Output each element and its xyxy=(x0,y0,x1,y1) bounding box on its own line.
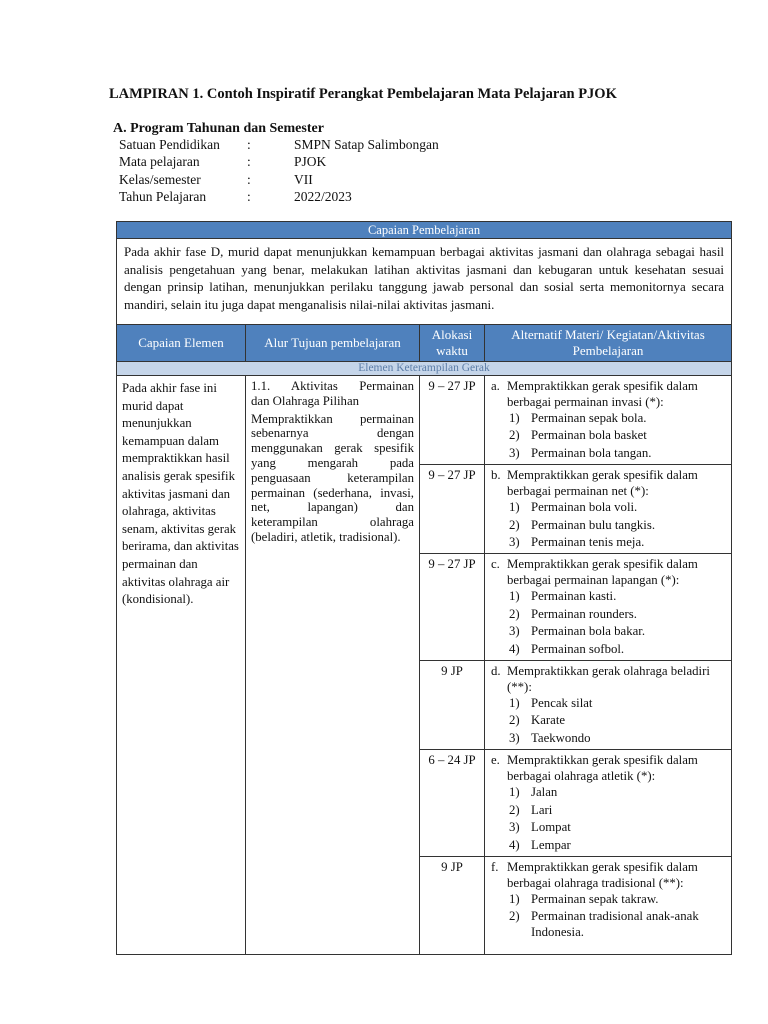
alokasi-cell: 9 – 27 JP xyxy=(420,554,485,661)
materi-heading: f. Mempraktikkan gerak spesifik dalam berbagai olahraga tradisional (**): xyxy=(491,859,698,890)
list-item: 1) Permainan sepak takraw. xyxy=(509,891,659,906)
meta-row xyxy=(119,171,439,188)
col-header-alokasi-waktu: Alokasi waktu xyxy=(420,325,485,362)
meta-key: Kelas/semester xyxy=(119,171,201,187)
meta-block xyxy=(119,136,439,206)
list-item: 3) Permainan bola bakar. xyxy=(509,624,646,639)
materi-list xyxy=(491,784,727,854)
section-heading: A. Program Tahunan dan Semester xyxy=(113,121,324,136)
list-item: 1) Jalan xyxy=(509,785,558,800)
materi-cell xyxy=(485,376,732,465)
meta-value: PJOK xyxy=(294,154,327,170)
materi-heading: b. Mempraktikkan gerak spesifik dalam berbagai permainan net (*): xyxy=(491,468,698,499)
list-item: 3) Taekwondo xyxy=(509,730,591,745)
meta-sep: : xyxy=(247,137,251,152)
meta-row xyxy=(119,136,439,153)
materi-heading: a. Mempraktikkan gerak spesifik dalam berbagai permainan invasi (*): xyxy=(491,379,698,409)
atp-title: 1.1. Aktivitas Permainan xyxy=(251,379,414,393)
element-band: Elemen Keterampilan Gerak xyxy=(117,362,732,376)
materi-list xyxy=(491,891,727,940)
list-item: 2) Permainan rounders. xyxy=(509,606,637,621)
list-item: 2) Lari xyxy=(509,802,553,817)
materi-cell xyxy=(485,465,732,554)
list-item: 2) Permainan bola basket xyxy=(509,428,647,443)
alokasi-cell: 6 – 24 JP xyxy=(420,750,485,857)
materi-list xyxy=(491,695,727,747)
materi-list xyxy=(491,410,727,462)
list-item: 2) Permainan bulu tangkis. xyxy=(509,517,656,532)
materi-cell xyxy=(485,750,732,857)
materi-heading: e. Mempraktikkan gerak spesifik dalam berbagai olahraga atletik (*): xyxy=(491,753,698,784)
list-item: 1) Pencak silat xyxy=(509,696,593,711)
alokasi-cell: 9 – 27 JP xyxy=(420,465,485,554)
list-item: 4) Lempar xyxy=(509,837,571,852)
document-title: LAMPIRAN 1. Contoh Inspiratif Perangkat Pembelajaran Mata Pelajaran PJOK xyxy=(109,86,617,102)
materi-cell xyxy=(485,554,732,661)
list-item: 1) Permainan sepak bola. xyxy=(509,411,647,425)
list-item: 3) Permainan tenis meja. xyxy=(509,535,645,550)
alur-tujuan-cell xyxy=(246,376,420,955)
meta-value: VII xyxy=(294,171,313,187)
materi-heading: d. Mempraktikkan gerak olahraga beladiri (**): xyxy=(491,664,710,695)
materi-list xyxy=(491,499,727,551)
materi-heading: c. Mempraktikkan gerak spesifik dalam berbagai permainan lapangan (*): xyxy=(491,557,698,588)
alokasi-cell: 9 JP xyxy=(420,856,485,954)
list-item: 4) Permainan sofbol. xyxy=(509,641,625,656)
capaian-pembelajaran-header: Capaian Pembelajaran xyxy=(117,222,732,239)
capaian-pembelajaran-text: Pada akhir fase D, murid dapat menunjukkan kemampuan berbagai aktivitas jasmani dan olahraga sebagai hasil analisis pengetahuan yang benar, melakukan latihan aktivitas jasmani dan kebugaran untuk kesehatan sesuai dengan prinsip latihan, menunjukkan perilaku tanggung jawab personal dan sosial serta memonitornya secara mandiri, selain itu juga dapat menganalisis nilai-nilai aktivitas jasmani. xyxy=(117,239,732,325)
meta-key: Satuan Pendidikan xyxy=(119,137,220,152)
meta-value: SMPN Satap Salimbongan xyxy=(294,137,439,152)
list-item: 2) Permainan tradisional anak-anak Indonesia. xyxy=(509,909,699,940)
col-header-alur-tujuan: Alur Tujuan pembelajaran xyxy=(246,325,420,362)
alokasi-cell: 9 – 27 JP xyxy=(420,376,485,465)
materi-cell xyxy=(485,856,732,954)
materi-list xyxy=(491,588,727,658)
atp-text: Mempraktikkan permainan sebenarnya dengan menggunakan gerak spesifik yang mengarah pada penguasaan keterampilan permainan (sederhana, invasi, net, lapangan) dan keterampilan olahraga (beladiri, atletik, tradisional). xyxy=(251,411,414,544)
alokasi-cell: 9 JP xyxy=(420,661,485,750)
list-item: 1) Permainan bola voli. xyxy=(509,500,638,515)
meta-key: Mata pelajaran xyxy=(119,154,200,170)
capaian-elemen-cell: Pada akhir fase ini murid dapat menunjukkan kemampuan dalam mempraktikkan hasil analisis gerak spesifik aktivitas jasmani dan olahraga, aktivitas senam, aktivitas gerak berirama, dan aktivitas permainan dan aktivitas olahraga air (kondisional). xyxy=(117,376,246,955)
meta-sep: : xyxy=(247,189,251,205)
meta-sep: : xyxy=(247,154,251,170)
meta-sep: : xyxy=(247,171,251,187)
list-item: 3) Permainan bola tangan. xyxy=(509,445,652,460)
col-header-alternatif-materi: Alternatif Materi/ Kegiatan/Aktivitas Pembelajaran xyxy=(485,325,732,362)
atp-title-cont: dan Olahraga Pilihan xyxy=(251,393,360,408)
meta-key: Tahun Pelajaran xyxy=(119,189,207,205)
list-item: 1) Permainan kasti. xyxy=(509,589,617,604)
list-item: 2) Karate xyxy=(509,713,566,728)
materi-cell xyxy=(485,661,732,750)
meta-row xyxy=(119,153,439,170)
meta-row xyxy=(119,188,439,205)
curriculum-table xyxy=(116,221,732,955)
list-item: 3) Lompat xyxy=(509,820,571,835)
meta-value: 2022/2023 xyxy=(294,189,352,205)
col-header-capaian-elemen: Capaian Elemen xyxy=(117,325,246,362)
